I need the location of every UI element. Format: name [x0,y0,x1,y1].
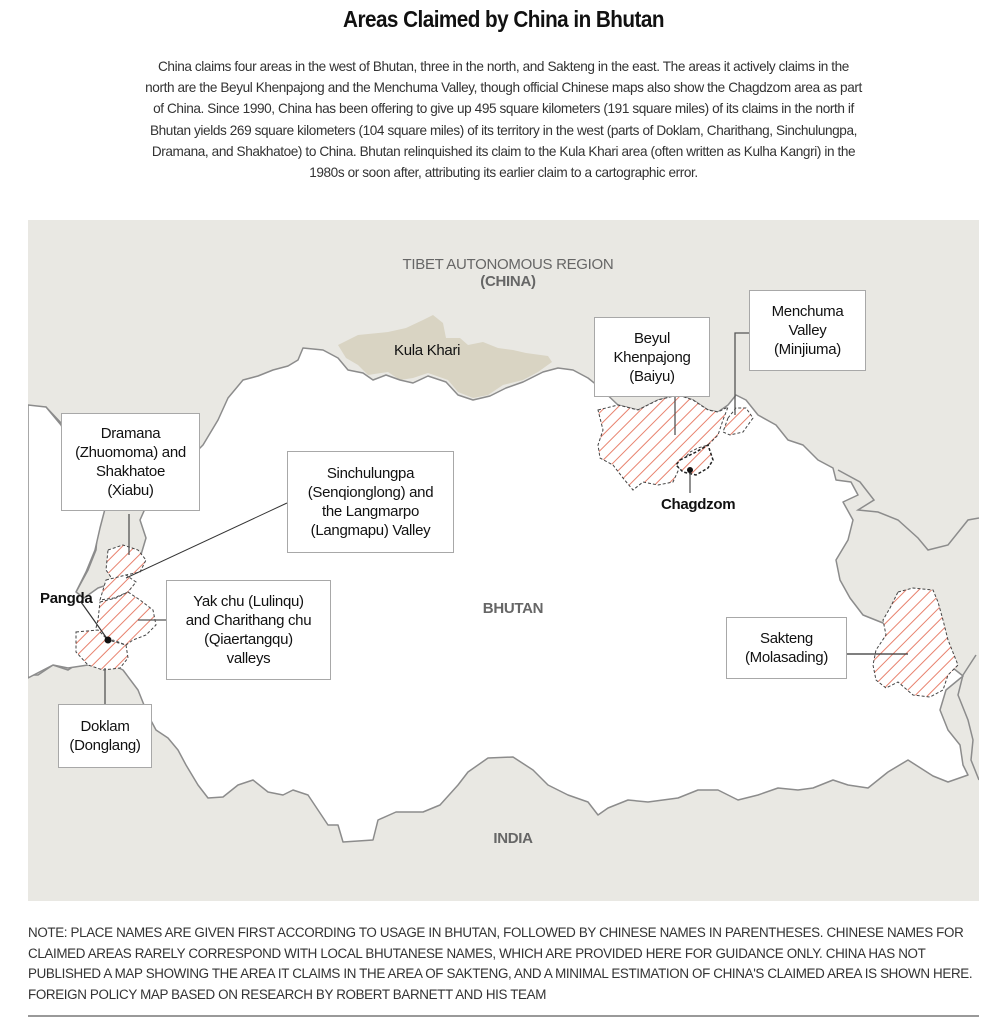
arunachal-border [838,470,979,550]
page-title: Areas Claimed by China in Bhutan [343,6,664,32]
callout-dramana-shakhatoe [61,413,200,511]
callout-yakchu-charithang [166,580,331,680]
pangda-label: Pangda [40,590,93,607]
tibet-region-label [388,256,628,290]
callout-sakteng [726,617,847,679]
callout-line: Menchuma [771,303,844,320]
callout-doklam [58,704,152,768]
callout-line: Sakteng [760,630,813,647]
sakteng-claim [873,588,958,697]
callout-line: Shakhatoe [95,463,165,480]
kula-khari-label: Kula Khari [394,342,461,359]
callout-line: (Senqionglong) and [307,484,434,501]
callout-line: Yak chu (Lulinqu) [193,593,304,610]
callout-line: Sinchulungpa [326,465,415,482]
callout-sinchulungpa [287,451,454,553]
callout-line: (Zhuomoma) and [75,444,186,461]
intro-text: China claims four areas in the west of Bhutan, three in the north, and Sakteng in the east. The areas it actively claims in the north are the Beyul Khenpajong and the Menchuma Valley, though official Chinese maps also show the Chagdzom area as part of China. Since 1990, China has been offering to give up 495 square kilometers (191 square miles) of its claims in the north if Bhutan yields 269 square kilometers (104 square miles) of its territory in the west (parts of Doklam, Charithang, Sinchulungpa, Dramana, and Shakhatoe) to China. Bhutan relinquished its claim to the Kula Khari area (often written as Kulha Kangri) in the 1980s or soon after, attributing its earlier claim to a cartographic error. [145,59,862,181]
callout-line: (Minjiuma) [773,341,841,358]
callout-line: Valley [788,322,827,339]
tibet-label-line1: TIBET AUTONOMOUS REGION [402,256,614,273]
callout-line: (Molasading) [744,649,829,666]
bottom-divider [28,1015,979,1017]
callout-line: Dramana [100,425,161,442]
footnote: NOTE: PLACE NAMES ARE GIVEN FIRST ACCORDING TO USAGE IN BHUTAN, FOLLOWED BY CHINESE NAMES IN PARENTHESES. CHINESE NAMES FOR CLAIMED AREAS RARELY CORRESPOND WITH LOCAL BHUTANESE NAMES, WHICH ARE PROVIDED HERE FOR GUIDANCE ONLY. CHINA HAS NOT PUBLISHED A MAP SHOWING THE AREA IT CLAIMS IN THE AREA OF SAKTENG, AND A MINIMAL ESTIMATION OF CHINA'S CLAIMED AREA IS SHOWN HERE. FOREIGN POLICY MAP BASED ON RESEARCH BY ROBERT BARNETT AND HIS TEAM [28,925,973,1002]
callout-beyul-khenpajong [594,317,710,397]
callout-line: (Qiaertangqu) [204,631,293,648]
callout-line: Beyul [633,329,670,347]
callout-line: Doklam [80,718,130,735]
bhutan-label: BHUTAN [482,600,544,617]
callout-line: valleys [226,650,271,667]
callout-menchuma-valley [749,290,866,371]
callout-line: Khenpajong [613,348,691,366]
callout-line: the Langmarpo [321,503,419,520]
chagdzom-label: Chagdzom [661,496,736,513]
callout-line: and Charithang chu [185,612,312,629]
india-label: INDIA [493,830,533,847]
callout-line: (Xiabu) [107,482,154,499]
callout-line: (Baiyu) [629,367,675,385]
callout-line: (Langmapu) Valley [310,522,431,539]
map-panel [28,220,979,901]
tibet-label-line2: (CHINA) [480,273,536,290]
callout-line: (Donglang) [69,737,141,754]
